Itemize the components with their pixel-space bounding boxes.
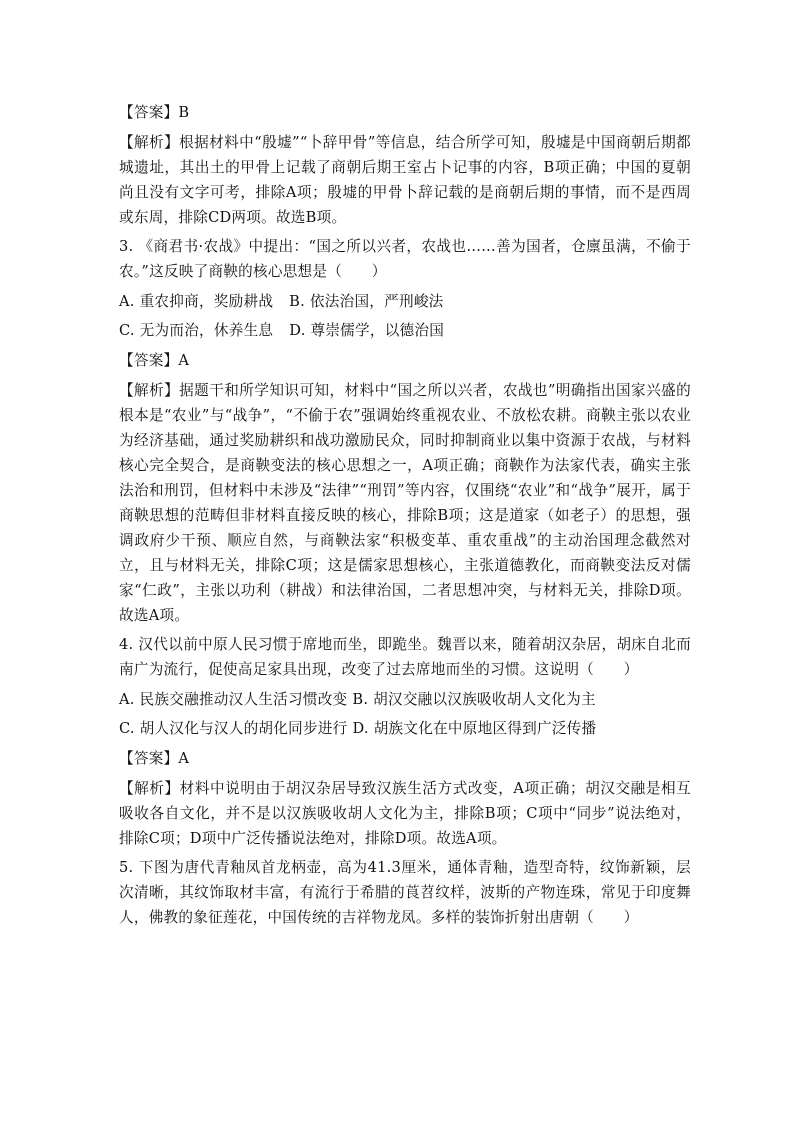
q4-option-a: A. 民族交融推动汉人生活习惯改变 xyxy=(119,690,348,708)
q4-analysis: 【解析】材料中说明由于胡汉杂居导致汉族生活方式改变，A项正确；胡汉交融是相互吸收各自文化，并不是以汉族吸收胡人文化为主，排除B项；C项中“同步”说法绝对，排除C项；D项中广泛传播说法绝对，排除D项。故选A项。 xyxy=(119,779,691,847)
q3-stem: 3. 《商君书·农战》中提出：“国之所以兴者，农战也……善为国者，仓廪虽满，不偷于农。”这反映了商鞅的核心思想是（ ） xyxy=(119,238,691,281)
q3-answer: 【答案】A xyxy=(119,351,190,369)
q3-option-d: D. 尊崇儒学，以德治国 xyxy=(289,322,445,340)
q2-answer: 【答案】B xyxy=(119,104,190,121)
q4-stem: 4. 汉代以前中原人民习惯于席地而坐，即跪坐。魏晋以来，随着胡汉杂居，胡床自北而南广为流行，促使高足家具出现，改变了过去席地而坐的习惯。这说明（ ） xyxy=(119,636,691,679)
q3-analysis: 【解析】据题干和所学知识可知，材料中“国之所以兴者，农战也”明确指出国家兴盛的根本是“农业”与“战争”，“不偷于农”强调始终重视农业、不放松农耕。商鞅主张以农业为经济基础，通过奖励耕织和战功激励民众，同时抑制商业以集中资源于农战，与材料核心完全契合，是商鞅变法的核心思想之一，A项正确；商鞅作为法家代表，确实主张法治和刑罚，但材料中未涉及“法律”“刑罚”等内容，仅围绕“农业”和“战争”展开，属于商鞅思想的范畴但非材料直接反映的核心，排除B项；这是道家（如老子）的思想，强调政府少干预、顺应自然，与商鞅法家“积极变革、重农重战”的主动治国理念截然对立，且与材料无关，排除C项；这是儒家思想核心，主张道德教化，而商鞅变法反对儒家“仁政”，主张以功利（耕战）和法律治国，二者思想冲突，与材料无关，排除D项。故选A项。 xyxy=(119,381,691,624)
q2-analysis: 【解析】根据材料中“殷墟”“卜辞甲骨”等信息，结合所学可知，殷墟是中国商朝后期都城遗址，其出土的甲骨上记载了商朝后期王室占卜记事的内容，B项正确；中国的夏朝尚且没有文字可考，排除A项；殷墟的甲骨卜辞记载的是商朝后期的事情，而不是西周或东周，排除CD两项。故选B项。 xyxy=(119,133,691,226)
q4-options-row-2 xyxy=(119,716,691,741)
q4-answer: 【答案】A xyxy=(119,749,190,767)
q3-option-b: B. 依法治国，严刑峻法 xyxy=(289,292,444,310)
q4-option-b: B. 胡汉交融以汉族吸收胡人文化为主 xyxy=(352,690,596,708)
q3-option-c: C. 无为而治，休养生息 xyxy=(119,322,274,340)
q3-options-row-1 xyxy=(119,289,691,314)
q3-option-a: A. 重农抑商，奖励耕战 xyxy=(119,292,274,310)
q4-option-d: D. 胡族文化在中原地区得到广泛传播 xyxy=(352,720,597,738)
q4-option-c: C. 胡人汉化与汉人的胡化同步进行 xyxy=(119,720,348,738)
q5-stem: 5. 下图为唐代青釉凤首龙柄壶，高为41.3厘米，通体青釉，造型奇特，纹饰新颖，层次清晰，其纹饰取材丰富，有流行于希腊的莨苕纹样，波斯的产物连珠，常见于印度舞人，佛教的象征莲花，中国传统的吉祥物龙凤。多样的装饰折射出唐朝（ ） xyxy=(119,859,691,927)
document-body xyxy=(119,100,691,935)
q4-options-row-1 xyxy=(119,687,691,712)
q3-options-row-2 xyxy=(119,318,691,343)
